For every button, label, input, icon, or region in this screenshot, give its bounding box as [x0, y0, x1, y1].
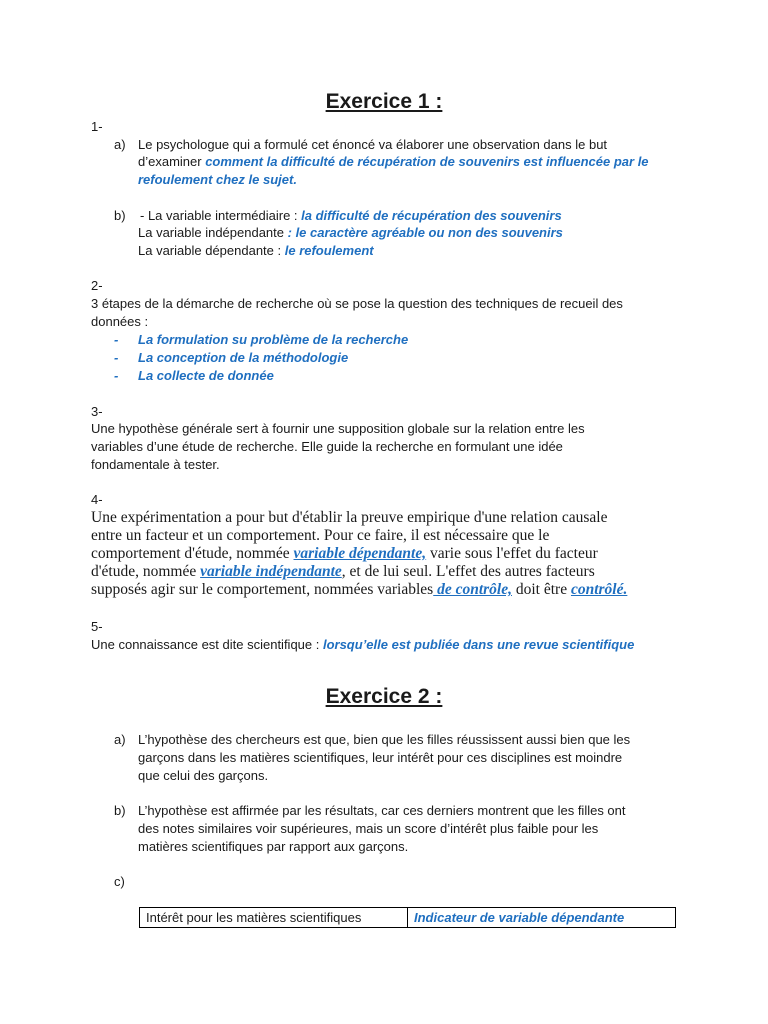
dependent-variable-answer: le refoulement	[284, 243, 374, 258]
intermediate-variable-label: - La variable intermédiaire :	[140, 208, 302, 223]
ex2b-line3: matières scientifiques par rapport aux garçons.	[138, 839, 409, 854]
table-cell-indicator: Indicateur de variable dépendante	[408, 908, 676, 928]
q1a-line2-text: d’examiner	[138, 154, 206, 169]
control-variable-term: de contrôle,	[433, 581, 512, 598]
q4-line3	[91, 545, 598, 563]
q2-number: 2-	[91, 278, 103, 293]
table-cell-variable: Intérêt pour les matières scientifiques	[140, 908, 408, 928]
q3-line2: variables d’une étude de recherche. Elle guide la recherche en formulant une idée	[91, 439, 563, 454]
q5-number: 5-	[91, 619, 103, 634]
independent-variable-label: La variable indépendante	[138, 225, 288, 240]
dependent-variable-label: La variable dépendante :	[138, 243, 285, 258]
q1a-label: a)	[114, 137, 126, 152]
q2-line1: 3 étapes de la démarche de recherche où se pose la question des techniques de recueil des	[91, 296, 623, 311]
q1-number: 1-	[91, 119, 103, 134]
variables-table	[139, 907, 676, 928]
q4-line4-text: d'étude, nommée	[91, 563, 201, 580]
q1b-label: b)	[114, 208, 126, 223]
ex2a-line3: que celui des garçons.	[138, 768, 269, 783]
q1b-line2	[138, 224, 563, 241]
list-item: La formulation su problème de la recherche	[138, 332, 409, 347]
q1a-line2	[138, 153, 649, 170]
list-dash: -	[114, 350, 119, 365]
ex2a-line1: L’hypothèse des chercheurs est que, bien que les filles réussissent aussi bien que les	[138, 732, 631, 747]
independent-variable-answer: : le caractère agréable ou non des souvenirs	[287, 225, 563, 240]
exercise-1-title: Exercice 1 :	[325, 90, 443, 113]
ex2a-label: a)	[114, 732, 126, 747]
q3-number: 3-	[91, 404, 103, 419]
q5-answer: lorsqu’elle est publiée dans une revue scientifique	[322, 637, 635, 652]
independent-variable-term: variable indépendante	[200, 563, 342, 580]
q1a-answer: comment la difficulté de récupération de souvenirs est influencée par le	[205, 154, 649, 169]
list-item: La collecte de donnée	[138, 368, 274, 383]
q5-text: Une connaissance est dite scientifique :	[91, 637, 323, 652]
controlled-term: contrôlé.	[570, 581, 628, 598]
ex2b-line2: des notes similaires voir supérieures, mais un score d’intérêt plus faible pour les	[138, 821, 599, 836]
q2-line2: données :	[91, 314, 149, 329]
dependent-variable-term: variable dépendante,	[293, 545, 427, 562]
ex2b-line1: L’hypothèse est affirmée par les résultats, car ces derniers montrent que les filles ont	[138, 803, 626, 818]
q4-line3-text: comportement d'étude, nommée	[91, 545, 294, 562]
q3-line3: fondamentale à tester.	[91, 457, 220, 472]
exercise-2-title: Exercice 2 :	[325, 685, 443, 708]
q1b-line3	[138, 242, 374, 259]
q4-line2: entre un facteur et un comportement. Pour ce faire, il est nécessaire que le	[91, 527, 550, 544]
q4-number: 4-	[91, 492, 103, 507]
q4-line4-end: , et de lui seul. L'effet des autres facteurs	[341, 563, 595, 580]
table-row	[140, 908, 676, 928]
list-item: La conception de la méthodologie	[138, 350, 349, 365]
list-dash: -	[114, 332, 119, 347]
list-dash: -	[114, 368, 119, 383]
q4-line5	[91, 581, 627, 599]
q1b-line1	[140, 207, 562, 224]
q4-line4	[91, 563, 595, 581]
ex2b-label: b)	[114, 803, 126, 818]
q4-line5-mid: doit être	[512, 581, 571, 598]
q4-line3-end: varie sous l'effet du facteur	[426, 545, 598, 562]
q1a-answer-cont: refoulement chez le sujet.	[138, 172, 297, 187]
q1a-line1: Le psychologue qui a formulé cet énoncé va élaborer une observation dans le but	[138, 137, 608, 152]
ex2c-label: c)	[114, 874, 125, 889]
q4-line1: Une expérimentation a pour but d'établir la preuve empirique d'une relation causale	[91, 509, 608, 526]
q4-line5-text: supposés agir sur le comportement, nommées variables	[91, 581, 434, 598]
ex2a-line2: garçons dans les matières scientifiques, leur intérêt pour ces disciplines est moindre	[138, 750, 623, 765]
q3-line1: Une hypothèse générale sert à fournir une supposition globale sur la relation entre les	[91, 421, 585, 436]
intermediate-variable-answer: la difficulté de récupération des souvenirs	[301, 208, 562, 223]
q5-line	[91, 636, 634, 653]
